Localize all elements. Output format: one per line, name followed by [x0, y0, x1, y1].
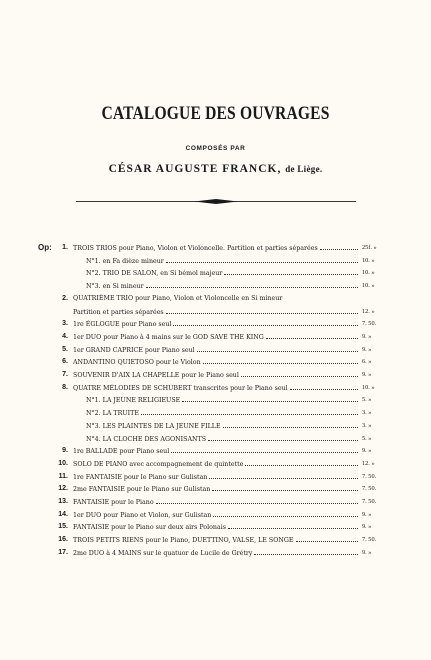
entry-number: 16. [58, 536, 68, 544]
catalogue-entry [0, 534, 431, 546]
entry-title-text: TROIS PETITS RIENS pour le Piano, DUETTINO, VALSE, LE SONGE [73, 537, 294, 545]
entry-title-text: SOUVENIR D'AIX LA CHAPELLE pour le Piano seul [73, 372, 239, 379]
entry-title [73, 521, 360, 534]
entry-title-text: N°3. en Si mineur [86, 283, 144, 291]
entry-title-text: ANDANTINO QUIETOSO pour le Violon [73, 359, 201, 367]
entry-price: 9. » [362, 523, 372, 531]
entry-price: 7. 50. [362, 536, 377, 544]
catalogue-entry [0, 306, 431, 318]
entry-title [86, 407, 360, 420]
entry-price: 6. » [362, 358, 372, 366]
catalogue-entry [0, 433, 431, 445]
entry-title-text: N°1. en Fa dièze mineur [86, 257, 164, 265]
entry-number: 12. [58, 485, 68, 493]
entry-title-text: 1er DUO pour Piano et Violon, sur Gulistan [73, 511, 212, 519]
entry-title [86, 280, 360, 293]
dot-leader [156, 496, 358, 504]
catalogue-entry [0, 382, 431, 394]
catalogue-entry [0, 293, 431, 305]
entry-price: 3. » [362, 421, 372, 429]
dot-leader [290, 382, 358, 390]
composer-name: CÉSAR AUGUSTE FRANCK, [108, 163, 282, 175]
catalogue-entry [0, 407, 431, 419]
catalogue-entry [0, 356, 431, 368]
entry-number: 15. [58, 523, 68, 531]
entry-price: 5. » [362, 434, 372, 442]
entry-price: 7. 50. [362, 320, 377, 328]
dot-leader [146, 280, 358, 288]
dot-leader [241, 369, 358, 377]
entry-title-text: N°2. LA TRUITE [86, 410, 139, 418]
entry-price: 10. » [362, 282, 375, 290]
entry-title [73, 318, 360, 331]
entry-price: 9. » [362, 548, 372, 556]
entry-price: 3. » [362, 409, 372, 417]
entry-title-text: N°3. LES PLAINTES DE LA JEUNE FILLE [86, 422, 221, 430]
catalogue-entry [0, 267, 431, 279]
entry-title-text: 1er GRAND CAPRICE pour Piano seul [73, 346, 195, 354]
entry-number: 2. [62, 294, 68, 302]
dot-leader [166, 306, 358, 314]
entry-title-text: FANTAISIE pour le Piano [73, 499, 154, 506]
dot-leader [245, 458, 358, 466]
entry-number: 14. [58, 510, 68, 518]
dot-leader [223, 420, 358, 428]
dot-leader [224, 267, 358, 275]
entry-title-text: N°1. LA JEUNE RELIGIEUSE [86, 397, 181, 405]
entry-title [73, 496, 360, 509]
entry-number: 11. [58, 472, 68, 480]
entry-title [73, 331, 360, 344]
entry-title [73, 382, 360, 395]
entry-title [73, 509, 360, 522]
entry-price: 7. 50. [362, 472, 377, 480]
entry-title [73, 369, 360, 382]
dot-leader [141, 407, 358, 415]
dot-leader [213, 509, 358, 517]
catalogue-title: CATALOGUE DES OUVRAGES [101, 103, 330, 124]
dot-leader [266, 331, 358, 339]
entry-title-text: 2me FANTAISIE pour le Piano sur Gulistan [73, 486, 211, 494]
entry-title [86, 433, 360, 446]
catalogue-entry [0, 394, 431, 406]
entry-title-text: 1re BALLADE pour Piano seul [73, 448, 170, 456]
entry-title [86, 420, 360, 433]
entry-number: 3. [62, 320, 68, 328]
entry-number: 8. [62, 383, 68, 391]
dot-leader [173, 318, 358, 326]
entry-title-text: Partition et parties séparées [73, 308, 164, 316]
entry-price: 7. 50. [362, 485, 377, 493]
rule-diamond-ornament [194, 199, 238, 204]
dot-leader [228, 521, 358, 529]
entry-price: 9. » [362, 345, 372, 353]
dot-leader [182, 394, 358, 402]
catalogue-entry [0, 331, 431, 343]
dot-leader [296, 534, 359, 542]
entry-number: 7. [62, 371, 68, 378]
entry-title [73, 445, 360, 458]
catalogue-entry [0, 420, 431, 432]
entry-title-text: 2me DUO à 4 MAINS sur le quatuor de Lucile de Grétry [73, 549, 253, 557]
catalogue-entry [0, 255, 431, 267]
catalogue-entry [0, 496, 431, 508]
entry-title-text: SOLO DE PIANO avec accompagnement de quintette [73, 460, 244, 468]
entry-price: 9. » [362, 371, 372, 378]
composer-origin: de Liège. [285, 164, 323, 174]
entry-title [73, 534, 360, 547]
entry-title [73, 547, 360, 560]
entry-title-text: TROIS TRIOS pour Piano, Violon et Violoncelle. Partition et parties séparées [73, 245, 318, 252]
opus-label: Op: [38, 243, 52, 252]
entry-title [73, 471, 360, 484]
entry-price: 25f. » [362, 244, 377, 251]
entry-price: 12. » [362, 307, 375, 315]
ornamental-rule [76, 197, 356, 207]
entry-price: 10. » [362, 383, 375, 391]
entry-title [73, 356, 360, 369]
catalogue-entry [0, 458, 431, 470]
catalogue-entry [0, 547, 431, 559]
entry-title [86, 394, 360, 407]
dot-leader [209, 471, 358, 479]
entry-price: 9. » [362, 447, 372, 455]
entry-price: 10. » [362, 269, 375, 277]
catalogue-entry [0, 483, 431, 495]
composer-line [0, 163, 431, 175]
catalogue-entry [0, 471, 431, 483]
catalogue-entry [0, 369, 431, 381]
catalogue-entry [0, 509, 431, 521]
entry-price: 5. » [362, 396, 372, 404]
entry-title [73, 293, 392, 305]
entry-price: 7. 50. [362, 498, 377, 505]
entry-title [86, 267, 360, 280]
entry-price: 12. » [362, 459, 375, 467]
catalogue-entry [0, 344, 431, 356]
catalogue-entry [0, 521, 431, 533]
entry-title-text: N°2. TRIO DE SALON, en Si bémol majeur [86, 270, 223, 278]
entry-title-text: 1er DUO pour Piano à 4 mains sur le GOD SAVE THE KING [73, 333, 264, 341]
catalogue-subtitle: COMPOSÉS PAR [185, 145, 246, 152]
entry-title [73, 344, 360, 357]
entry-number: 13. [58, 498, 68, 505]
entry-title [73, 483, 360, 496]
entry-number: 1. [62, 244, 68, 251]
dot-leader [203, 356, 358, 364]
entry-title [73, 242, 360, 255]
dot-leader [254, 547, 358, 555]
dot-leader [197, 344, 358, 352]
dot-leader [212, 483, 358, 491]
entry-title-text: QUATRIÈME TRIO pour Piano, Violon et Violoncelle en Si mineur [73, 294, 283, 302]
entry-title-text: N°4. LA CLOCHE DES AGONISANTS [86, 435, 207, 443]
catalogue-entry [0, 445, 431, 457]
entry-number: 6. [62, 358, 68, 366]
entry-title-text: 1re FANTAISIE pour le Piano sur Gulistan [73, 473, 208, 481]
entry-number: 10. [58, 459, 68, 467]
dot-leader [171, 445, 358, 453]
entry-price: 9. » [362, 510, 372, 518]
entry-title-text: 1re ÉGLOGUE pour Piano seul [73, 321, 172, 329]
entry-number: 17. [58, 548, 68, 556]
entry-title [73, 306, 360, 319]
entry-title-text: QUATRE MÉLODIES DE SCHUBERT transcrites pour le Piano seul [73, 384, 288, 392]
catalogue-entry [0, 280, 431, 292]
entry-price: 10. » [362, 256, 375, 264]
dot-leader [208, 433, 358, 441]
entry-title-text: FANTAISIE pour le Piano sur deux airs Polonais [73, 524, 226, 532]
dot-leader [320, 242, 358, 250]
catalogue-entry [0, 242, 431, 254]
entry-price: 9. » [362, 332, 372, 340]
entry-title [86, 255, 360, 268]
catalogue-entry [0, 318, 431, 330]
entry-number: 9. [62, 447, 68, 455]
entry-number: 5. [62, 345, 68, 353]
entry-title [73, 458, 360, 471]
entry-number: 4. [62, 332, 68, 340]
dot-leader [166, 255, 358, 263]
